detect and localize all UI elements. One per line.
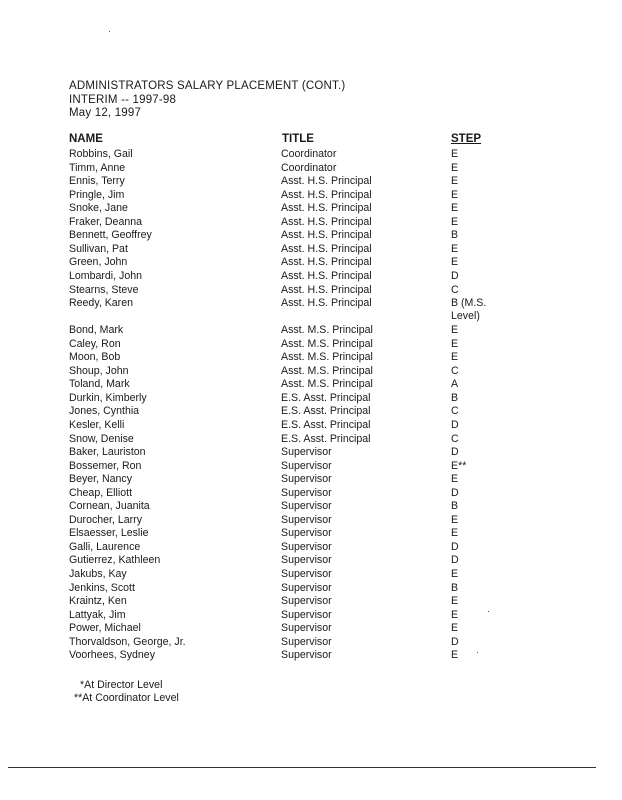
row-step: D bbox=[451, 446, 459, 459]
row-name: Jenkins, Scott bbox=[69, 581, 135, 594]
row-step: B bbox=[451, 229, 459, 242]
row-title: Supervisor bbox=[281, 540, 332, 553]
row-step: E bbox=[451, 568, 459, 580]
row-step: E bbox=[451, 324, 459, 337]
row-step: E bbox=[451, 595, 459, 608]
row-title: Asst. H.S. Principal bbox=[281, 175, 372, 188]
row-title: E.S. Asst. Principal bbox=[281, 391, 371, 404]
row-name: Cheap, Elliott bbox=[69, 486, 133, 499]
row-step: E bbox=[451, 161, 459, 174]
row-title: Supervisor bbox=[281, 608, 332, 621]
row-title: Supervisor bbox=[281, 513, 332, 526]
row-title: Supervisor bbox=[281, 635, 332, 648]
row-title: E.S. Asst. Principal bbox=[281, 432, 371, 445]
row-step: D bbox=[451, 635, 459, 648]
row-title: Asst. M.S. Principal bbox=[281, 337, 373, 350]
column-header-name: NAME bbox=[69, 133, 103, 145]
row-title: Asst. M.S. Principal bbox=[281, 324, 373, 337]
document-date: May 12, 1997 bbox=[69, 107, 142, 119]
row-step: E bbox=[451, 337, 459, 350]
row-title: Supervisor bbox=[281, 568, 332, 580]
row-step: D bbox=[451, 486, 459, 499]
row-name: Durocher, Larry bbox=[69, 513, 143, 526]
row-title: Coordinator bbox=[281, 161, 337, 174]
row-title: Supervisor bbox=[281, 446, 332, 459]
row-step: E bbox=[451, 351, 459, 364]
row-name: Elsaesser, Leslie bbox=[69, 527, 149, 540]
row-step: E bbox=[451, 175, 459, 188]
row-step: E** bbox=[451, 459, 467, 472]
row-name: Kesler, Kelli bbox=[69, 418, 125, 431]
row-step: E bbox=[451, 473, 459, 486]
row-name: Ennis, Terry bbox=[69, 175, 125, 188]
column-header-title: TITLE bbox=[282, 133, 314, 145]
row-step: E bbox=[451, 188, 459, 201]
row-name: Lattyak, Jim bbox=[69, 608, 126, 621]
row-title: Supervisor bbox=[281, 622, 332, 635]
row-name: Jones, Cynthia bbox=[69, 405, 140, 418]
row-step: E bbox=[451, 256, 459, 269]
row-step: E bbox=[451, 608, 459, 621]
row-name: Baker, Lauriston bbox=[69, 446, 146, 459]
row-title: Supervisor bbox=[281, 459, 332, 472]
row-title: Asst. H.S. Principal bbox=[281, 283, 372, 296]
row-name: Stearns, Steve bbox=[69, 283, 139, 296]
row-name: Shoup, John bbox=[69, 364, 129, 377]
row-name: Reedy, Karen bbox=[69, 297, 133, 310]
footnote-coordinator: **At Coordinator Level bbox=[74, 692, 179, 704]
row-title: Supervisor bbox=[281, 649, 332, 662]
row-name: Fraker, Deanna bbox=[69, 215, 143, 228]
row-step: E bbox=[451, 202, 459, 215]
row-step: A bbox=[451, 378, 459, 391]
row-title: Supervisor bbox=[281, 581, 332, 594]
row-title: Coordinator bbox=[281, 148, 337, 160]
row-step: E bbox=[451, 622, 459, 635]
row-step: E bbox=[451, 649, 459, 662]
row-title: Asst. H.S. Principal bbox=[281, 229, 372, 242]
row-step: D bbox=[451, 554, 459, 567]
row-title: Asst. H.S. Principal bbox=[281, 202, 372, 215]
scan-speck bbox=[488, 611, 489, 612]
row-name: Snoke, Jane bbox=[69, 202, 128, 215]
row-title: Asst. H.S. Principal bbox=[281, 242, 372, 255]
row-step: E bbox=[451, 148, 459, 160]
row-name: Bond, Mark bbox=[69, 324, 124, 337]
row-name: Bossemer, Ron bbox=[69, 459, 142, 472]
row-title: Asst. M.S. Principal bbox=[281, 351, 373, 364]
row-title: Supervisor bbox=[281, 486, 332, 499]
row-step: C bbox=[451, 432, 459, 445]
row-name: Gutierrez, Kathleen bbox=[69, 554, 161, 567]
row-name: Robbins, Gail bbox=[69, 148, 133, 160]
page-rule bbox=[8, 767, 596, 768]
scan-speck bbox=[109, 31, 110, 32]
row-step: E bbox=[451, 242, 459, 255]
row-step: D bbox=[451, 540, 459, 553]
row-title: E.S. Asst. Principal bbox=[281, 405, 371, 418]
document-subtitle: INTERIM -- 1997-98 bbox=[69, 94, 177, 106]
row-title: Asst. H.S. Principal bbox=[281, 269, 372, 282]
row-name: Durkin, Kimberly bbox=[69, 391, 147, 404]
row-title: Asst. H.S. Principal bbox=[281, 297, 372, 310]
footnote-director: *At Director Level bbox=[80, 679, 163, 691]
row-step: C bbox=[451, 283, 459, 296]
row-name: Moon, Bob bbox=[69, 351, 121, 364]
row-name: Pringle, Jim bbox=[69, 188, 125, 201]
row-step: B (M.S. Level) bbox=[451, 297, 487, 323]
row-name: Galli, Laurence bbox=[69, 540, 141, 553]
row-step: E bbox=[451, 215, 459, 228]
row-name: Sullivan, Pat bbox=[69, 242, 128, 255]
row-title: E.S. Asst. Principal bbox=[281, 418, 371, 431]
row-title: Supervisor bbox=[281, 595, 332, 608]
row-step: E bbox=[451, 527, 459, 540]
row-name: Lombardi, John bbox=[69, 269, 143, 282]
row-step: D bbox=[451, 269, 459, 282]
row-name: Beyer, Nancy bbox=[69, 473, 133, 486]
row-title: Supervisor bbox=[281, 500, 332, 513]
row-name: Power, Michael bbox=[69, 622, 141, 635]
row-name: Timm, Anne bbox=[69, 161, 126, 174]
row-step: D bbox=[451, 418, 459, 431]
row-name: Jakubs, Kay bbox=[69, 568, 127, 580]
row-name: Green, John bbox=[69, 256, 128, 269]
row-step: B bbox=[451, 391, 459, 404]
row-name: Thorvaldson, George, Jr. bbox=[69, 635, 186, 648]
row-title: Asst. H.S. Principal bbox=[281, 188, 372, 201]
row-step: C bbox=[451, 364, 459, 377]
row-title: Supervisor bbox=[281, 527, 332, 540]
row-name: Snow, Denise bbox=[69, 432, 134, 445]
row-step: B bbox=[451, 500, 459, 513]
row-title: Supervisor bbox=[281, 473, 332, 486]
column-header-step: STEP bbox=[451, 133, 482, 145]
row-step: E bbox=[451, 513, 459, 526]
row-name: Caley, Ron bbox=[69, 337, 121, 350]
row-name: Voorhees, Sydney bbox=[69, 649, 155, 662]
row-name: Bennett, Geoffrey bbox=[69, 229, 152, 242]
row-title: Asst. M.S. Principal bbox=[281, 378, 373, 391]
row-name: Kraintz, Ken bbox=[69, 595, 127, 608]
row-name: Toland, Mark bbox=[69, 378, 130, 391]
row-step: C bbox=[451, 405, 459, 418]
row-name: Cornean, Juanita bbox=[69, 500, 150, 513]
row-title: Asst. H.S. Principal bbox=[281, 215, 372, 228]
row-title: Supervisor bbox=[281, 554, 332, 567]
document-title: ADMINISTRATORS SALARY PLACEMENT (CONT.) bbox=[69, 80, 346, 92]
scan-speck bbox=[477, 652, 478, 653]
row-step: B bbox=[451, 581, 459, 594]
row-title: Asst. M.S. Principal bbox=[281, 364, 373, 377]
row-title: Asst. H.S. Principal bbox=[281, 256, 372, 269]
